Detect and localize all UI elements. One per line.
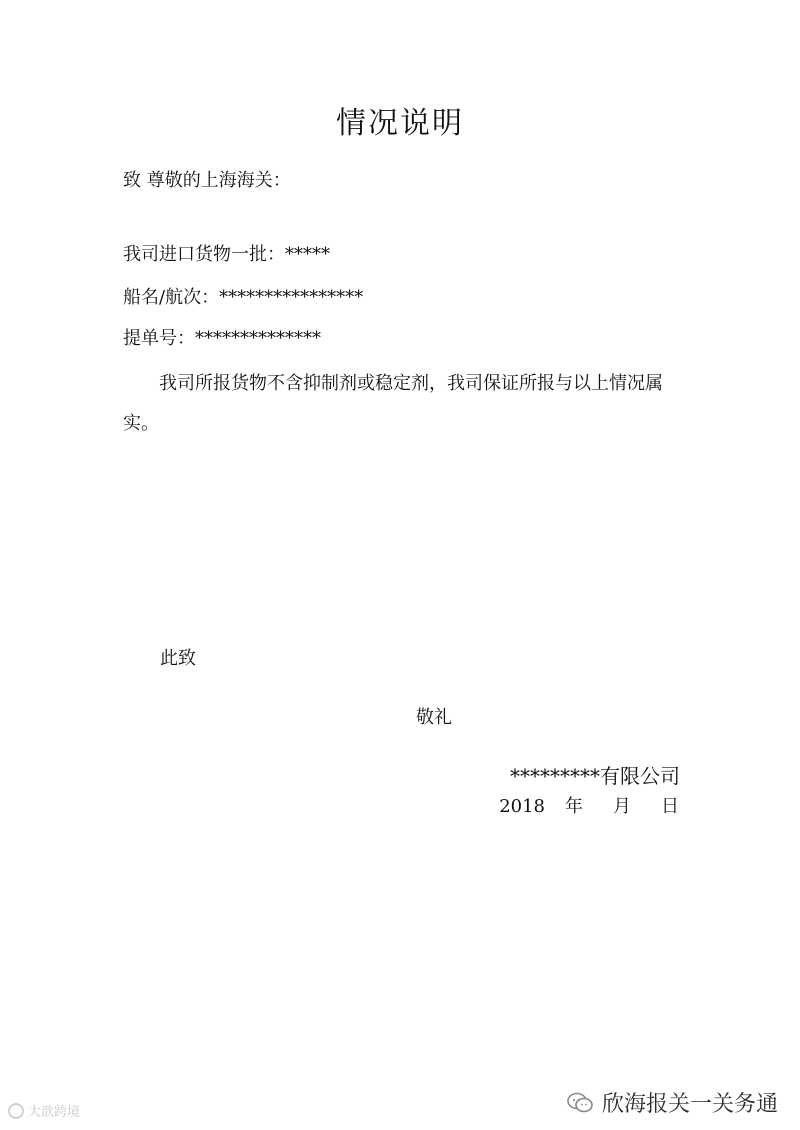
watermark-right <box>566 1087 778 1118</box>
date-day-unit: 日 <box>661 796 679 817</box>
vessel-voyage-field: 船名/航次：**************** <box>123 287 364 308</box>
closing-salutation: 此致 <box>160 648 196 669</box>
company-signature: *********有限公司 <box>510 764 680 788</box>
date-month-unit: 月 <box>613 796 631 817</box>
watermark-left <box>8 1101 80 1120</box>
bill-of-lading-field: 提单号：************** <box>123 328 321 349</box>
statement-paragraph: 我司所报货物不含抑制剂或稳定剂，我司保证所报与以上情况属实。 <box>123 373 663 434</box>
closing-regards: 敬礼 <box>416 707 452 728</box>
date-year-unit: 年 <box>565 796 583 817</box>
date-line <box>499 792 679 818</box>
watermark-left-text: 大歆跨境 <box>28 1105 81 1120</box>
addressee-line: 致 尊敬的上海海关： <box>123 170 291 191</box>
wechat-icon <box>566 1091 594 1115</box>
goods-field: 我司进口货物一批：***** <box>123 244 330 265</box>
date-year: 2018 <box>499 796 545 817</box>
circle-logo-icon <box>8 1103 24 1119</box>
watermark-right-text: 欣海报关一关务通 <box>601 1092 778 1117</box>
document-title: 情况说明 <box>336 106 464 141</box>
